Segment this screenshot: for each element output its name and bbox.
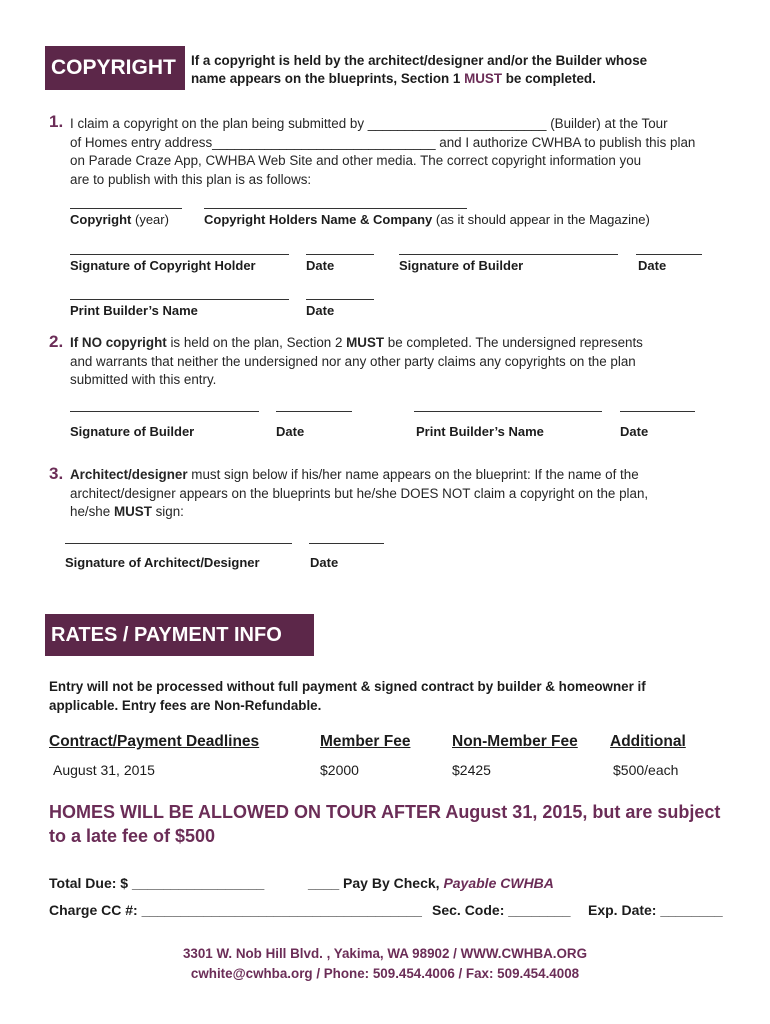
pay-by-check-label: Pay By Check,	[343, 875, 444, 891]
label-text: Copyright Holders Name & Company	[204, 212, 433, 227]
print-builder-name-label: Print Builder’s Name	[70, 303, 198, 318]
date-line[interactable]	[636, 254, 702, 255]
section-3-text	[70, 466, 750, 522]
date-line[interactable]	[306, 299, 374, 300]
section-1-line: I claim a copyright on the plan being submitted by ________________________ (Builder) at the Tour	[70, 116, 668, 131]
signature-builder-label: Signature of Builder	[70, 424, 195, 439]
date-label: Date	[638, 258, 667, 273]
footer-address: 3301 W. Nob Hill Blvd. , Yakima, WA 98902 / WWW.CWHBA.ORG	[182, 946, 588, 961]
copyright-holders-line[interactable]	[204, 208, 467, 209]
text: must sign below if his/her name appears on the blueprint: If the name of the	[187, 467, 639, 482]
col-header-deadlines: Contract/Payment Deadlines	[49, 733, 260, 750]
pay-by-check-option[interactable]	[308, 875, 554, 891]
bold-text: Architect/designer	[70, 467, 188, 482]
rates-notice	[49, 678, 749, 715]
date-line[interactable]	[620, 411, 695, 412]
col-header-additional: Additional	[610, 733, 686, 750]
text: he/she	[70, 504, 114, 519]
payable-to: Payable CWHBA	[443, 875, 554, 891]
col-header-nonmember-fee: Non-Member Fee	[452, 733, 578, 750]
cell-deadline: August 31, 2015	[53, 762, 155, 778]
section-2-number: 2.	[49, 332, 64, 351]
tour-line: to a late fee of $500	[49, 826, 216, 846]
label-sub: (as it should appear in the Magazine)	[432, 212, 650, 227]
text: sign:	[151, 504, 184, 519]
section-1-line: on Parade Craze App, CWHBA Web Site and other media. The correct copyright information you	[70, 153, 642, 168]
section-2-line	[70, 334, 750, 353]
copyright-holders-label	[204, 212, 650, 227]
copyright-note-line2	[191, 70, 751, 88]
col-header-member-fee: Member Fee	[320, 733, 411, 750]
label-sub: (year)	[131, 212, 169, 227]
section-2-text	[70, 334, 750, 390]
cell-additional: $500/each	[613, 762, 679, 778]
signature-copyright-holder-label: Signature of Copyright Holder	[70, 258, 256, 273]
tour-line: HOMES WILL BE ALLOWED ON TOUR AFTER August 31, 2015, but are subject	[49, 802, 721, 822]
must-emphasis: MUST	[464, 71, 503, 86]
print-builder-name-label: Print Builder’s Name	[416, 424, 544, 439]
section-2-line: and warrants that neither the undersigned nor any other party claims any copyrights on the plan	[70, 353, 636, 369]
signature-copyright-holder-line[interactable]	[70, 254, 289, 255]
signature-architect-line[interactable]	[65, 543, 292, 544]
section-3-number: 3.	[49, 464, 64, 483]
copyright-year-label	[70, 212, 169, 227]
date-label: Date	[620, 424, 649, 439]
copyright-heading: COPYRIGHT	[45, 46, 185, 90]
copyright-year-line[interactable]	[70, 208, 182, 209]
notice-line: Entry will not be processed without full payment & signed contract by builder & homeowner if	[49, 679, 646, 694]
notice-line: applicable. Entry fees are Non-Refundable.	[49, 697, 322, 713]
section-3-line: architect/designer appears on the blueprints but he/she DOES NOT claim a copyright on the plan,	[70, 485, 649, 501]
check-blank[interactable]: ____	[308, 875, 344, 891]
date-line[interactable]	[276, 411, 352, 412]
section-1-line: are to publish with this plan is as follows:	[70, 171, 312, 187]
print-builder-name-line[interactable]	[70, 299, 289, 300]
label-text: Copyright	[70, 212, 132, 227]
signature-builder-line[interactable]	[70, 411, 259, 412]
signature-architect-label: Signature of Architect/Designer	[65, 555, 260, 570]
date-label: Date	[276, 424, 305, 439]
text: be completed. The undersigned represents	[384, 335, 643, 350]
exp-date-field[interactable]: Exp. Date: ________	[588, 902, 723, 918]
rates-heading: RATES / PAYMENT INFO	[45, 614, 314, 656]
cell-nonmember-fee: $2425	[452, 762, 491, 778]
copyright-note	[191, 52, 751, 88]
section-1-text	[70, 115, 750, 189]
tour-notice	[49, 800, 749, 848]
sec-code-field[interactable]: Sec. Code: ________	[432, 902, 571, 918]
section-1-line: of Homes entry address______________________________ and I authorize CWHBA to publish this plan	[70, 134, 696, 150]
section-1-number: 1.	[49, 112, 64, 131]
print-builder-name-line[interactable]	[414, 411, 602, 412]
date-line[interactable]	[309, 543, 384, 544]
section-3-line	[70, 503, 750, 522]
date-label: Date	[306, 258, 335, 273]
signature-builder-line[interactable]	[399, 254, 618, 255]
note-text: name appears on the blueprints, Section 1	[191, 71, 465, 86]
date-line[interactable]	[306, 254, 374, 255]
date-label: Date	[306, 303, 335, 318]
footer-contact: cwhite@cwhba.org / Phone: 509.454.4006 / Fax: 509.454.4008	[190, 966, 580, 981]
must-emphasis: MUST	[113, 504, 152, 519]
text: is held on the plan, Section 2	[166, 335, 347, 350]
section-3-line	[70, 466, 750, 485]
date-label: Date	[310, 555, 339, 570]
section-2-line: submitted with this entry.	[70, 372, 217, 387]
cell-member-fee: $2000	[320, 762, 359, 778]
total-due-field[interactable]: Total Due: $ _________________	[49, 875, 265, 891]
must-emphasis: MUST	[346, 335, 385, 350]
bold-text: If NO copyright	[70, 335, 167, 350]
signature-builder-label: Signature of Builder	[399, 258, 524, 273]
note-text-end: be completed.	[502, 71, 596, 86]
copyright-note-line1: If a copyright is held by the architect/designer and/or the Builder whose	[191, 53, 648, 68]
charge-cc-field[interactable]: Charge CC #: ____________________________________	[49, 902, 422, 918]
